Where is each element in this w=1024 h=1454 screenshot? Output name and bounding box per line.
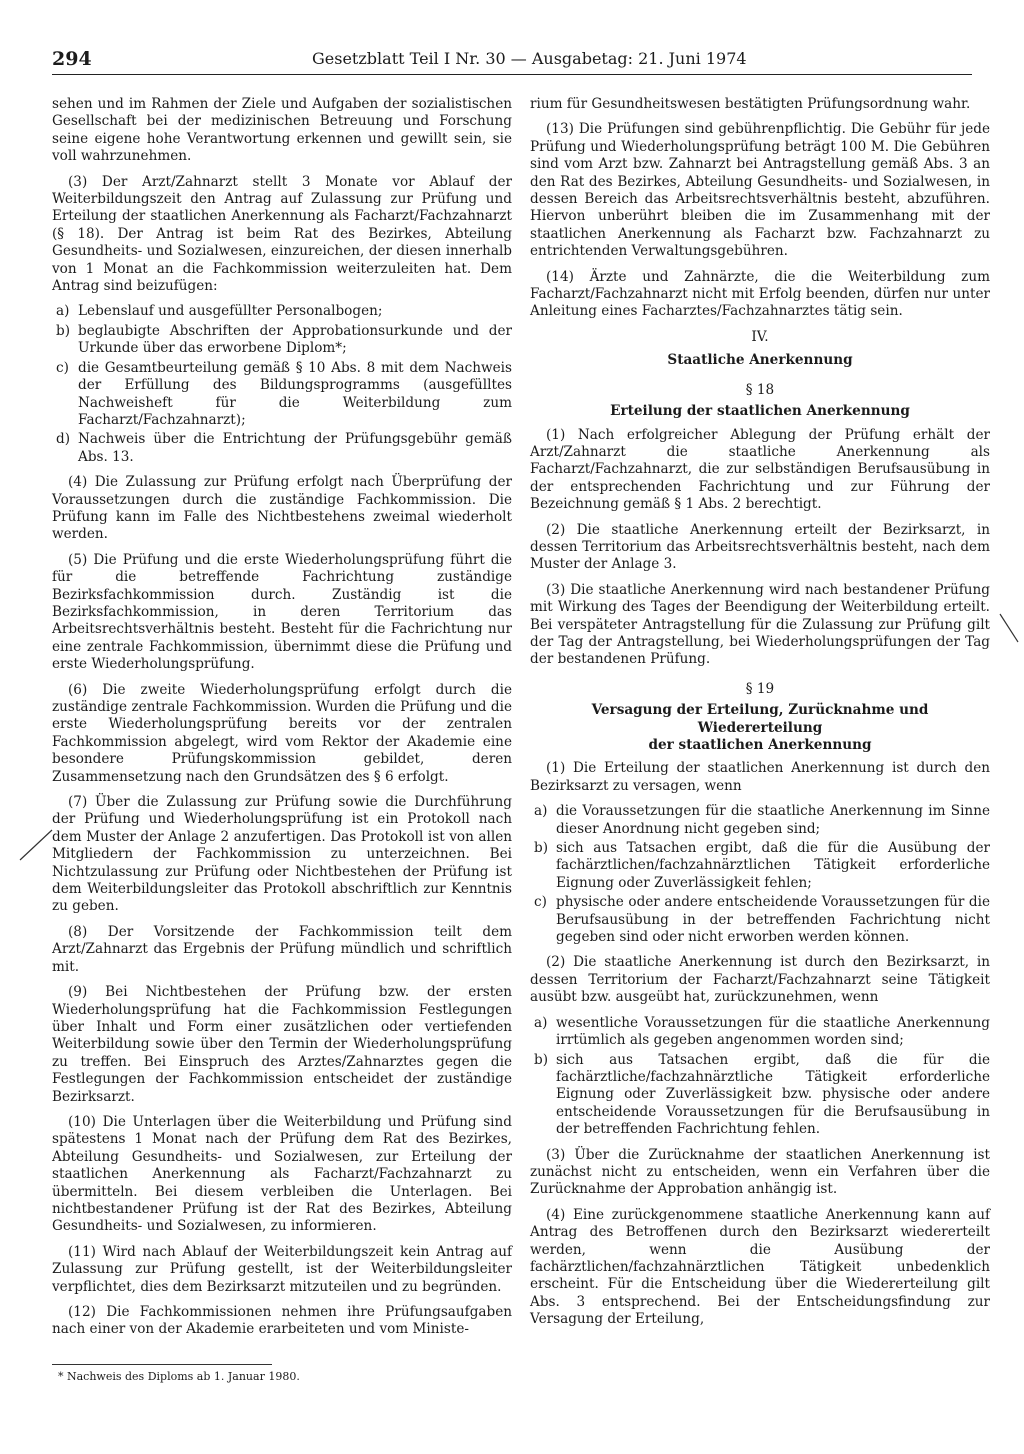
paragraph-5: (5) Die Prüfung und die erste Wiederholungsprüfung führt die für die betreffende Fachrichtung zuständige Bezirksfachkommission durch. Zuständig ist die Bezirksfachkommission, in deren Territorium das Arbeitsrechtsverhältnis besteht. Besteht für die Fachrichtung nur eine zentrale Fachkommission, übernimmt diese die Prüfung und erste Wiederholungsprüfung. — [52, 551, 512, 673]
paragraph-9: (9) Bei Nichtbestehen der Prüfung bzw. der ersten Wiederholungsprüfung hat die Fachkommission Festlegungen über Inhalt und Form einer zusätzlichen oder vertiefenden Weiterbildung sowie über den Termin der Wiederholungsprüfung zu treffen. Bei Einspruch des Arztes/Zahnarztes gegen die Festlegungen der Fachkommission entscheidet der zuständige Bezirksarzt. — [52, 984, 512, 1105]
list-text: sich aus Tatsachen ergibt, daß die für die fachärztliche/fachzahnärztliche Tätigkeit erforderliche Eignung oder Zuverlässigkeit bzw. physische oder andere entscheidende Voraussetzungen für die Berufsausübung in der betreffenden Fachrichtung fehlen. — [556, 1051, 990, 1138]
s19-paragraph-1: (1) Die Erteilung der staatlichen Anerkennung ist durch den Bezirksarzt zu versagen, wenn — [530, 760, 990, 794]
attachment-list — [52, 303, 512, 466]
list-item — [530, 803, 990, 838]
list-marker: d) — [56, 431, 71, 448]
list-marker: b) — [56, 322, 71, 339]
list-text: wesentliche Voraussetzungen für die staatliche Anerkennung irrtümlich als gegeben angenommen worden sind; — [556, 1014, 990, 1049]
paragraph-10: (10) Die Unterlagen über die Weiterbildung und Prüfung sind spätestens 1 Monat nach der Prüfung dem Rat des Bezirkes, Abteilung Gesundheits- und Sozialwesen, zur Erteilung der staatlichen Anerkennung als Facharzt/Fachzahnarzt zu übermitteln. Bei diesem verbleiben die Unterlagen. Bei nichtbestandener Prüfung ist der Rat des Bezirkes, Abteilung Gesundheits- und Sozialwesen, zu informieren. — [52, 1113, 512, 1235]
list-text: die Gesamtbeurteilung gemäß § 10 Abs. 8 mit dem Nachweis der Erfüllung des Bildungsprogramms (ausgefülltes Nachweisheft für die Weiterbildung zum Facharzt/Fachzahnarzt); — [78, 359, 512, 428]
paragraph-3: (3) Der Arzt/Zahnarzt stellt 3 Monate vor Ablauf der Weiterbildungszeit den Antrag auf Zulassung zur Prüfung und Erteilung der staatlichen Anerkennung als Facharzt/Fachzahnarzt (§ 18). Der Antrag ist beim Rat des Bezirkes, Abteilung Gesundheits- und Sozialwesen, einzureichen, der diesen innerhalb von 1 Monat an die Fachkommission weiterzuleiten hat. Dem Antrag sind beizufügen: — [52, 173, 512, 295]
paragraph-12: (12) Die Fachkommissionen nehmen ihre Prüfungsaufgaben nach einer von der Akademie erarbeiteten und vom Ministe- — [52, 1304, 512, 1338]
margin-pencil-mark — [16, 824, 56, 864]
footnote-rule — [52, 1364, 272, 1365]
s19-paragraph-4: (4) Eine zurückgenommene staatliche Anerkennung kann auf Antrag des Betroffenen durch den Bezirksarzt wiedererteilt werden, wenn die Ausübung der fachärztlichen/fachzahnärztlichen Tätigkeit unbedenklich erscheint. Für die Entscheidung über die Wiedererteilung gilt Abs. 3 entsprechend. Bei der Entscheidungsfindung zur Versagung der Erteilung, — [530, 1206, 990, 1328]
margin-pencil-mark — [996, 608, 1022, 648]
right-column — [530, 96, 990, 1337]
list-item — [52, 360, 512, 430]
footnote: * Nachweis des Diploms ab 1. Januar 1980. — [58, 1370, 300, 1383]
list-marker: c) — [534, 894, 547, 911]
list-item — [530, 894, 990, 946]
withdrawal-conditions-list — [530, 1015, 990, 1139]
list-text: Nachweis über die Entrichtung der Prüfungsgebühr gemäß Abs. 13. — [78, 431, 512, 465]
section-19-title-line-1: Versagung der Erteilung, Zurücknahme und Wiedererteilung — [591, 702, 929, 736]
section-18-title: Erteilung der staatlichen Anerkennung — [610, 403, 910, 420]
paragraph-sign-18: § 18 — [745, 381, 775, 398]
s18-paragraph-3: (3) Die staatliche Anerkennung wird nach bestandener Prüfung mit Wirkung des Tages der Beendigung der Weiterbildung erteilt. Bei verspäteter Antragstellung für die Zulassung zur Prüfung gilt der Tag der Antragstellung, bei Wiederholungsprüfungen der Tag der bestandenen Prüfung. — [530, 581, 990, 668]
list-marker: b) — [534, 840, 549, 857]
paragraph-11: (11) Wird nach Ablauf der Weiterbildungszeit kein Antrag auf Zulassung zur Prüfung gestellt, ist der Weiterbildungsleiter verpflichtet, dies dem Bezirksarzt mitzuteilen und zu begründen. — [52, 1243, 512, 1295]
list-item — [530, 1015, 990, 1050]
s19-paragraph-3: (3) Über die Zurücknahme der staatlichen Anerkennung ist zunächst nicht zu entscheiden, wenn ein Verfahren über die Zurücknahme der Approbation anhängig ist. — [530, 1146, 990, 1198]
left-column — [52, 96, 512, 1347]
page-number: 294 — [52, 48, 92, 70]
paragraph-13: (13) Die Prüfungen sind gebührenpflichtig. Die Gebühr für jede Prüfung und Wiederholungsprüfung beträgt 100 M. Die Gebühren sind vom Arzt bzw. Zahnarzt bei Antragstellung gemäß Abs. 3 an den Rat des Bezirkes, Abteilung Gesundheits- und Sozialwesen, in dessen Bereich das Arbeitsrechtsverhältnis besteht, abzuführen. Hiervon unberührt bleiben die im Zusammenhang mit der staatlichen Anerkennung als Facharzt bzw. Fachzahnarzt zu entrichtenden Verwaltungsgebühren. — [530, 121, 990, 260]
section-19-title-line-2: der staatlichen Anerkennung — [648, 737, 872, 753]
paragraph-6: (6) Die zweite Wiederholungsprüfung erfolgt durch die zuständige zentrale Fachkommission. Wurden die Prüfung und die erste Wiederholungsprüfung bereits vor der zentralen Fachkommission abgelegt, wird vom Rektor der Akademie eine besondere Prüfungskommission gebildet, deren Zusammensetzung nach den Grundsätzen des § 6 erfolgt. — [52, 681, 512, 785]
list-item — [52, 323, 512, 358]
list-item — [530, 1052, 990, 1139]
list-marker: c) — [56, 359, 69, 376]
paragraph-sign-19: § 19 — [745, 680, 775, 697]
list-text: physische oder andere entscheidende Voraussetzungen für die Berufsausübung in der betreffenden Fachrichtung nicht gegeben sind oder nicht erworben werden können. — [556, 894, 990, 946]
page-header — [52, 46, 972, 75]
paragraph-continued: rium für Gesundheitswesen bestätigten Prüfungsordnung wahr. — [530, 96, 971, 112]
list-text: die Voraussetzungen für die staatliche Anerkennung im Sinne dieser Anordnung nicht gegeben sind; — [556, 803, 990, 837]
list-text: sich aus Tatsachen ergibt, daß die für die Ausübung der fachärztlichen/fachzahnärztlichen Tätigkeit erforderliche Eignung oder Zuverlässigkeit fehlen; — [556, 840, 990, 891]
section-roman-numeral: IV. — [751, 328, 769, 345]
s18-paragraph-1: (1) Nach erfolgreicher Ablegung der Prüfung erhält der Arzt/Zahnarzt die staatliche Anerkennung als Facharzt/Fachzahnarzt, die zur selbständigen Berufsausübung in der entsprechenden Fachrichtung und zur Führung der Bezeichnung gemäß § 1 Abs. 2 berechtigt. — [530, 426, 990, 513]
list-text: Lebenslauf und ausgefüllter Personalbogen; — [78, 303, 383, 320]
paragraph-14: (14) Ärzte und Zahnärzte, die die Weiterbildung zum Facharzt/Fachzahnarzt nicht mit Erfolg beenden, dürfen nur unter Anleitung eines Facharztes/Fachzahnarztes tätig sein. — [530, 268, 990, 320]
header-title: Gesetzblatt Teil I Nr. 30 — Ausgabetag: 21. Juni 1974 — [312, 49, 747, 68]
paragraph-7: (7) Über die Zulassung zur Prüfung sowie die Durchführung der Prüfung und Wiederholungsprüfung ist ein Protokoll nach dem Muster der Anlage 2 anzufertigen. Das Protokoll ist von allen Mitgliedern der Fachkommission zu unterzeichnen. Bei Nichtzulassung zur Prüfung oder Nichtbestehen der Prüfung ist dem Weiterbildungsleiter das Protokoll abschriftlich zur Kenntnis zu geben. — [52, 794, 512, 915]
paragraph-continued: sehen und im Rahmen der Ziele und Aufgaben der sozialistischen Gesellschaft bei der medizinischen Betreuung und Forschung seine eigene hohe Verantwortung erkennen und gewillt sein, sie voll wahrzunehmen. — [52, 96, 512, 165]
refusal-conditions-list — [530, 803, 990, 946]
list-item — [52, 303, 512, 320]
section-title: Staatliche Anerkennung — [667, 352, 853, 369]
list-text: beglaubigte Abschriften der Approbationsurkunde und der Urkunde über das erworbene Diplom*; — [78, 322, 512, 357]
list-marker: a) — [534, 803, 548, 820]
list-item — [52, 431, 512, 466]
list-marker: a) — [534, 1014, 548, 1031]
paragraph-8: (8) Der Vorsitzende der Fachkommission teilt dem Arzt/Zahnarzt das Ergebnis der Prüfung mündlich und schriftlich mit. — [52, 923, 512, 975]
list-marker: b) — [534, 1051, 549, 1068]
list-marker: a) — [56, 303, 70, 320]
paragraph-4: (4) Die Zulassung zur Prüfung erfolgt nach Überprüfung der Voraussetzungen durch die zuständige Fachkommission. Die Prüfung kann im Falle des Nichtbestehens zweimal wiederholt werden. — [52, 474, 512, 543]
s18-paragraph-2: (2) Die staatliche Anerkennung erteilt der Bezirksarzt, in dessen Territorium das Arbeitsrechtsverhältnis besteht, nach dem Muster der Anlage 3. — [530, 521, 990, 573]
list-item — [530, 840, 990, 892]
s19-paragraph-2: (2) Die staatliche Anerkennung ist durch den Bezirksarzt, in dessen Territorium der Facharzt/Fachzahnarzt seine Tätigkeit ausübt bzw. ausgeübt hat, zurückzunehmen, wenn — [530, 954, 990, 1006]
